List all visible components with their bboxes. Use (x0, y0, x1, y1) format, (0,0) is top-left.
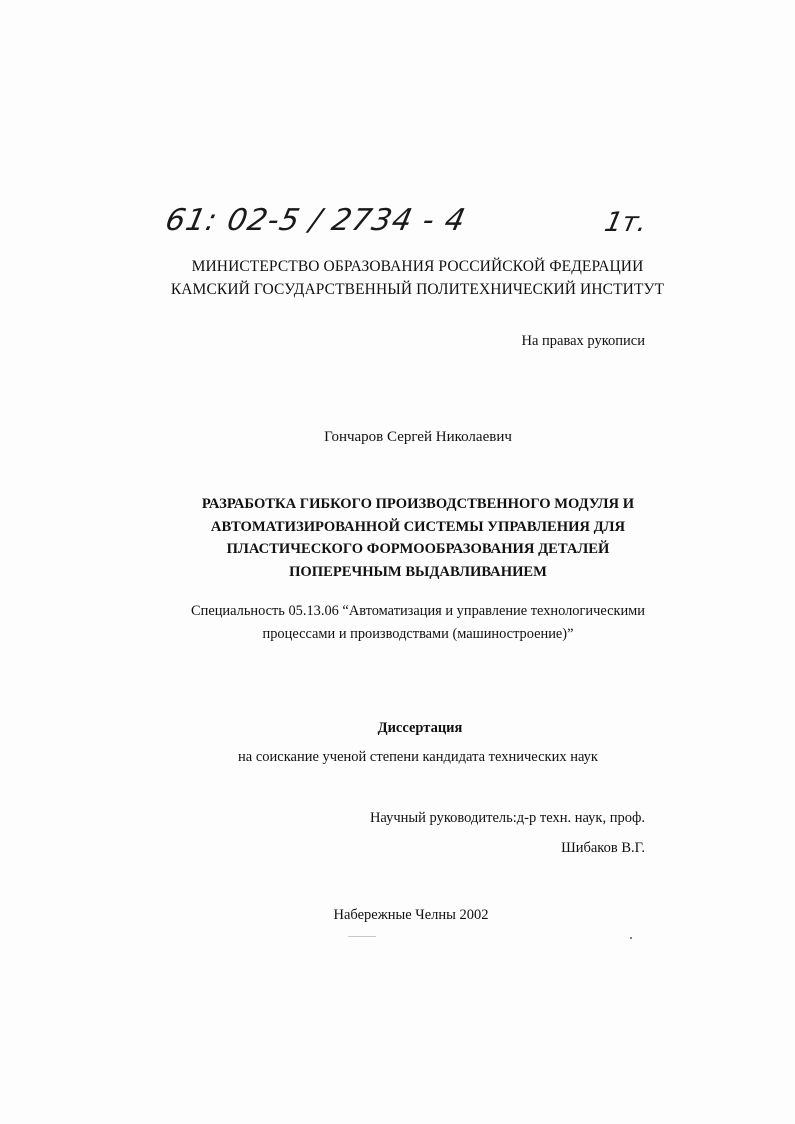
scan-artifact-line (348, 936, 376, 937)
supervisor-name: Шибаков В.Г. (561, 840, 645, 856)
scan-artifact-dot (630, 937, 632, 939)
title-line: РАЗРАБОТКА ГИБКОГО ПРОИЗВОДСТВЕННОГО МОДУЛЯ И (201, 496, 635, 512)
document-type: Диссертация (377, 720, 463, 736)
ministry-heading: МИНИСТЕРСТВО ОБРАЗОВАНИЯ РОССИЙСКОЙ ФЕДЕРАЦИИ (191, 258, 644, 275)
handwritten-volume-mark: 1т. (601, 207, 650, 238)
institute-heading: КАМСКИЙ ГОСУДАРСТВЕННЫЙ ПОЛИТЕХНИЧЕСКИЙ ИНСТИТУТ (170, 281, 665, 298)
specialty-line: процессами и производствами (машиностроение)” (262, 625, 574, 642)
dissertation-title (150, 493, 686, 583)
supervisor-role: Научный руководитель:д-р техн. наук, проф. (369, 810, 645, 826)
author-name: Гончаров Сергей Николаевич (324, 429, 512, 445)
place-and-year: Набережные Челны 2002 (333, 907, 489, 923)
degree-text: на соискание ученой степени кандидата технических наук (238, 749, 598, 765)
rights-note: На правах рукописи (521, 333, 645, 349)
specialty-line: Специальность 05.13.06 “Автоматизация и управление технологическими (191, 603, 645, 619)
specialty-text (140, 600, 696, 645)
handwritten-archive-code: 61: 02-5 / 2734 - 4 (162, 203, 470, 238)
title-line: ПЛАСТИЧЕСКОГО ФОРМООБРАЗОВАНИЯ ДЕТАЛЕЙ (226, 541, 610, 557)
title-line: ПОПЕРЕЧНЫМ ВЫДАВЛИВАНИЕМ (289, 563, 547, 580)
title-line: АВТОМАТИЗИРОВАННОЙ СИСТЕМЫ УПРАВЛЕНИЯ ДЛЯ (210, 518, 626, 535)
